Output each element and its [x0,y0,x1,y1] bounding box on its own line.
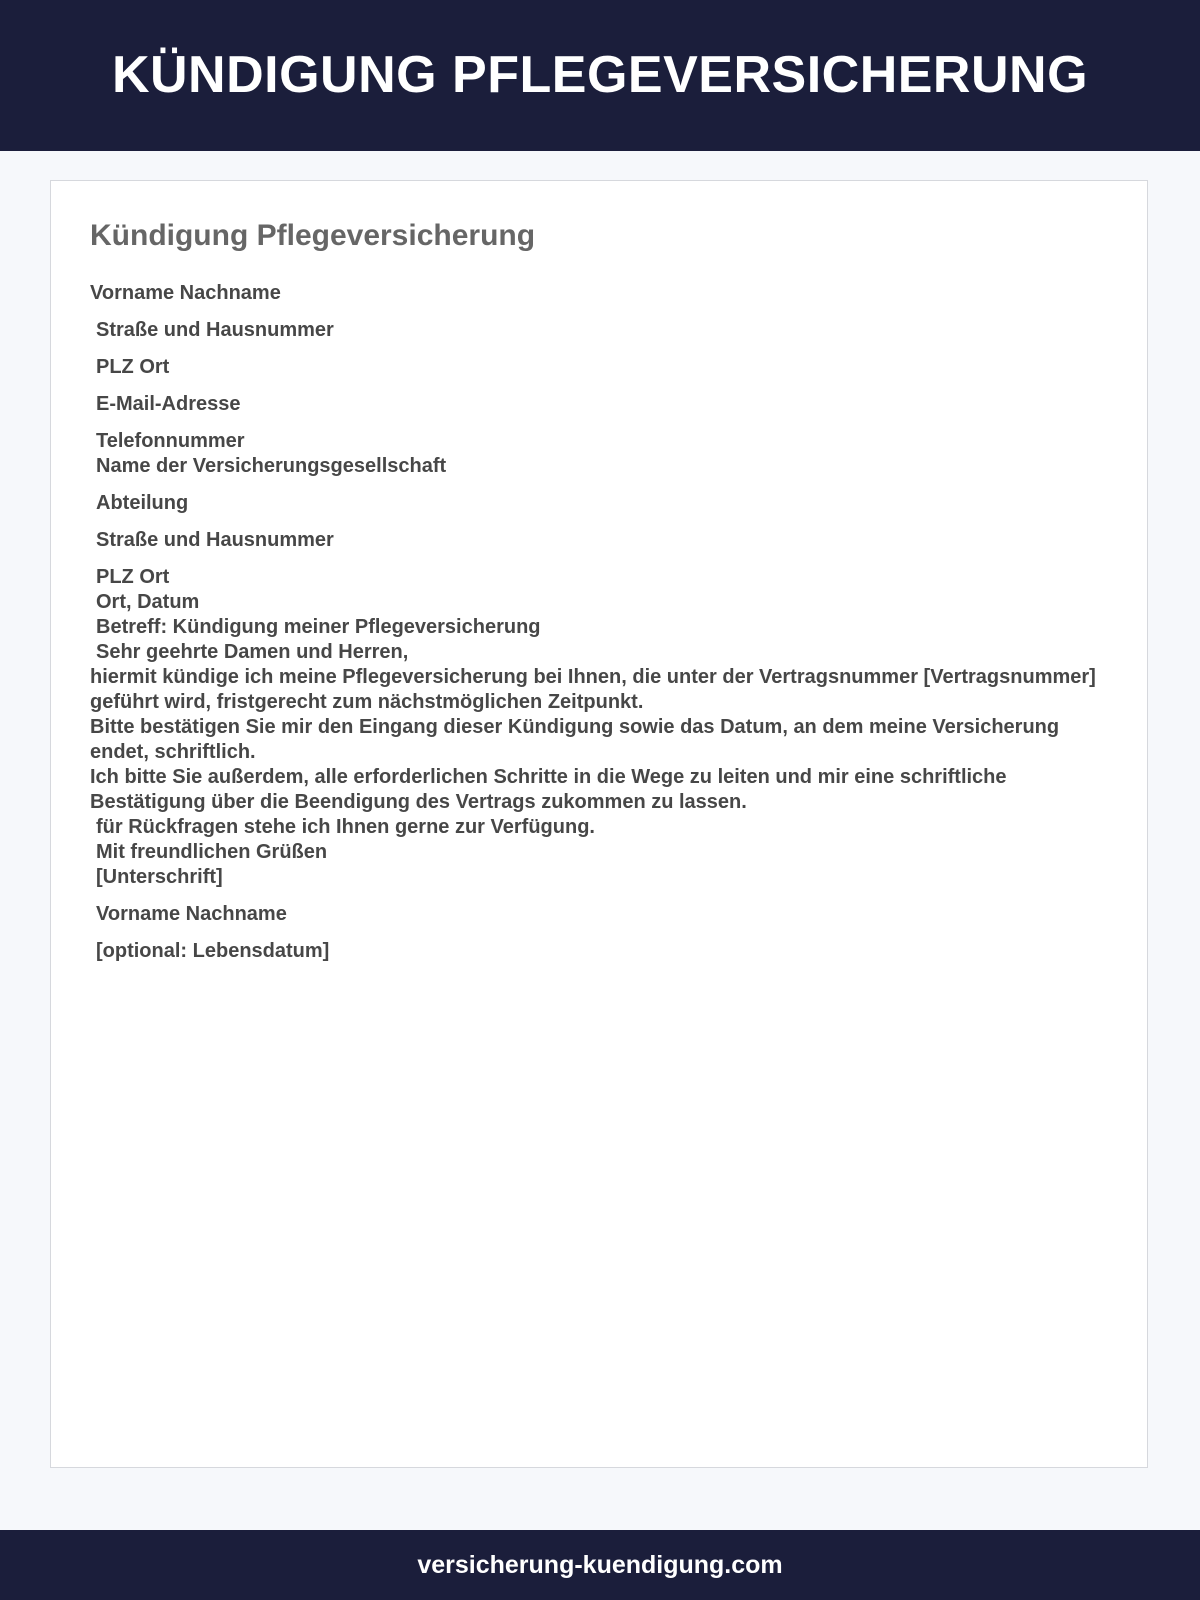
salutation: Sehr geehrte Damen und Herren, [96,641,409,663]
recipient-city: PLZ Ort [96,566,170,588]
body-paragraph-4: für Rückfragen stehe ich Ihnen gerne zur Verfügung. [96,816,595,838]
letter-card [50,180,1148,1468]
footer-site: versicherung-kuendigung.com [417,1550,783,1579]
subject-line: Betreff: Kündigung meiner Pflegeversicherung [96,616,541,638]
place-date: Ort, Datum [96,591,200,613]
letter-body [90,281,1110,964]
recipient-company: Name der Versicherungsgesellschaft [96,455,447,477]
signature-name: Vorname Nachname [96,903,287,925]
letter-heading: Kündigung Pflegeversicherung [90,219,536,252]
signature-placeholder: [Unterschrift] [96,866,223,888]
recipient-street: Straße und Hausnummer [96,529,334,551]
body-paragraph-1: hiermit kündige ich meine Pflegeversicherung bei Ihnen, die unter der Vertragsnummer [Vertragsnummer] geführt wird, fristgerecht zum nächstmöglichen Zeitpunkt. [90,666,1096,713]
page-footer [0,1530,1200,1600]
recipient-department: Abteilung [96,492,189,514]
sender-street: Straße und Hausnummer [96,319,334,341]
body-paragraph-2: Bitte bestätigen Sie mir den Eingang dieser Kündigung sowie das Datum, an dem meine Versicherung endet, schriftlich. [90,716,1060,763]
page-header [0,0,1200,151]
closing: Mit freundlichen Grüßen [96,841,328,863]
sender-name: Vorname Nachname [90,282,281,304]
sender-phone: Telefonnummer [96,430,245,452]
sender-city: PLZ Ort [96,356,170,378]
body-paragraph-3: Ich bitte Sie außerdem, alle erforderlichen Schritte in die Wege zu leiten und mir eine schriftliche Bestätigung über die Beendigung des Vertrags zukommen zu lassen. [90,766,1007,813]
page-title: KÜNDIGUNG PFLEGEVERSICHERUNG [111,45,1089,104]
signature-optional: [optional: Lebensdatum] [96,940,330,962]
sender-email: E-Mail-Adresse [96,393,241,415]
